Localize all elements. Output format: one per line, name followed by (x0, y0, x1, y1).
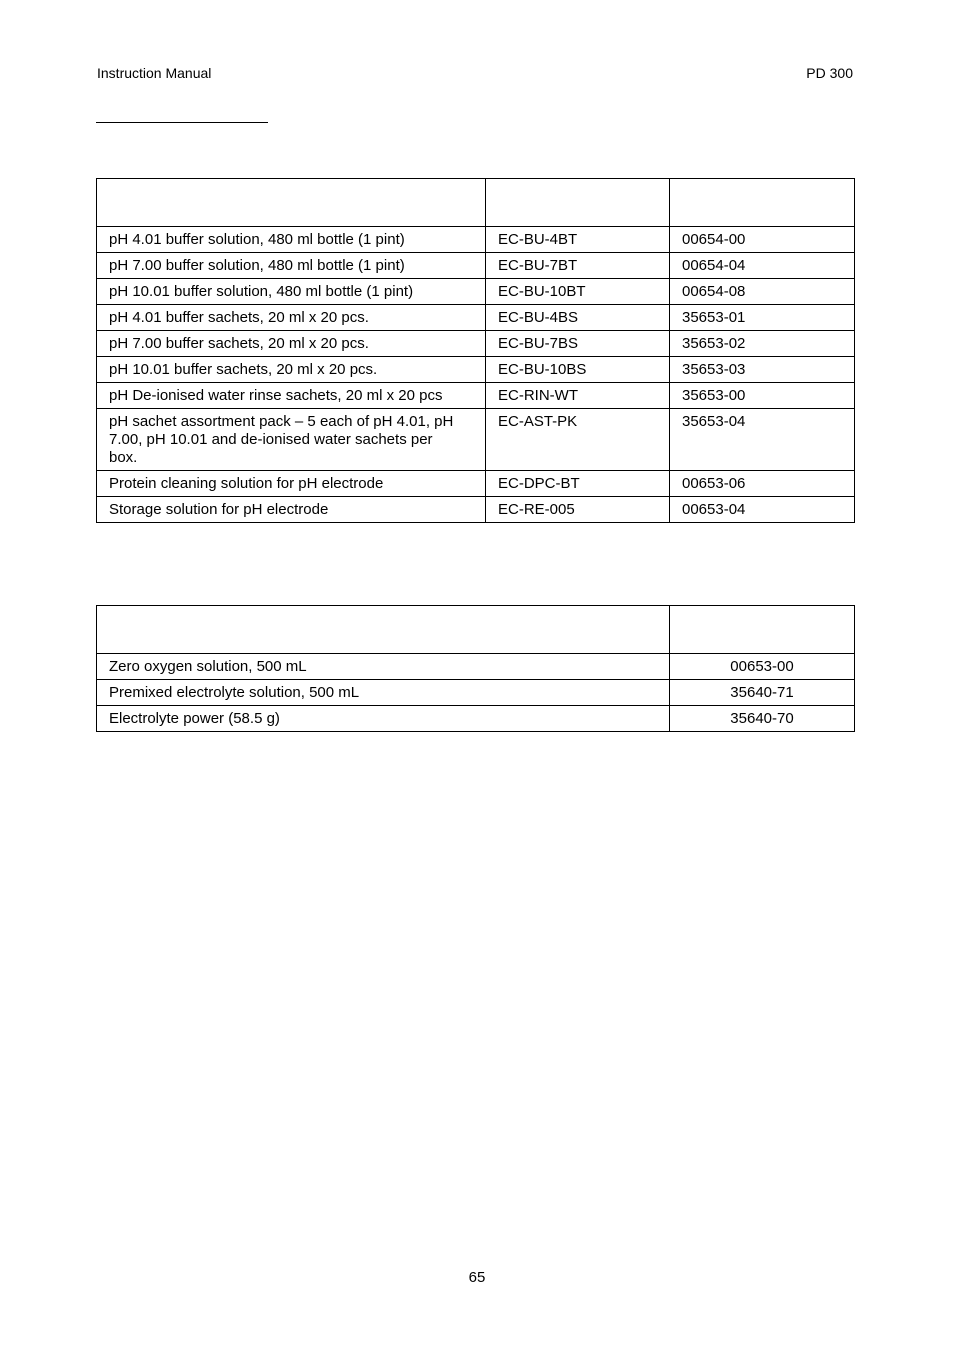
table-header-row (97, 606, 855, 654)
item-part-number: 35640-70 (670, 706, 855, 732)
table-header-row (97, 179, 855, 227)
table-row (97, 383, 855, 409)
table-row (97, 706, 855, 732)
item-description: Zero oxygen solution, 500 mL (97, 654, 670, 680)
section-heading-underline (96, 122, 268, 123)
item-model: EC-BU-4BS (486, 305, 670, 331)
item-description: Electrolyte power (58.5 g) (97, 706, 670, 732)
item-description: Storage solution for pH electrode (97, 497, 486, 523)
header-model-name: PD 300 (806, 65, 853, 81)
table-row (97, 253, 855, 279)
item-part-number: 00654-00 (670, 227, 855, 253)
table-row (97, 471, 855, 497)
item-part-number: 00653-00 (670, 654, 855, 680)
item-description: pH 10.01 buffer sachets, 20 ml x 20 pcs. (97, 357, 486, 383)
item-model: EC-BU-7BT (486, 253, 670, 279)
item-description: pH 10.01 buffer solution, 480 ml bottle (1 pint) (97, 279, 486, 305)
item-model: EC-BU-4BT (486, 227, 670, 253)
item-description: Protein cleaning solution for pH electrode (97, 471, 486, 497)
table-row (97, 227, 855, 253)
item-model: EC-BU-10BS (486, 357, 670, 383)
table-row (97, 357, 855, 383)
item-part-number: 35653-00 (670, 383, 855, 409)
page-number: 65 (468, 1269, 486, 1286)
item-model: EC-BU-10BT (486, 279, 670, 305)
header-manual-title: Instruction Manual (97, 65, 212, 81)
item-part-number: 00654-04 (670, 253, 855, 279)
item-model: EC-DPC-BT (486, 471, 670, 497)
item-description: pH 4.01 buffer sachets, 20 ml x 20 pcs. (97, 305, 486, 331)
item-description: pH 4.01 buffer solution, 480 ml bottle (1 pint) (97, 227, 486, 253)
table-row (97, 409, 855, 471)
table-row (97, 497, 855, 523)
buffer-solutions-table (96, 178, 855, 523)
item-model: EC-RE-005 (486, 497, 670, 523)
header-description (97, 179, 486, 227)
table-row (97, 654, 855, 680)
item-description: pH De-ionised water rinse sachets, 20 ml x 20 pcs (97, 383, 486, 409)
item-description: pH 7.00 buffer sachets, 20 ml x 20 pcs. (97, 331, 486, 357)
item-description: pH 7.00 buffer solution, 480 ml bottle (1 pint) (97, 253, 486, 279)
item-model: EC-RIN-WT (486, 383, 670, 409)
item-description: pH sachet assortment pack – 5 each of pH 4.01, pH 7.00, pH 10.01 and de-ionised water sachets per box. (97, 409, 486, 471)
header-description (97, 606, 670, 654)
item-part-number: 35653-02 (670, 331, 855, 357)
header-part-number (670, 179, 855, 227)
table-row (97, 279, 855, 305)
item-model: EC-BU-7BS (486, 331, 670, 357)
oxygen-solutions-table (96, 605, 855, 732)
item-part-number: 00654-08 (670, 279, 855, 305)
item-part-number: 35653-04 (670, 409, 855, 471)
item-part-number: 00653-06 (670, 471, 855, 497)
table-row (97, 331, 855, 357)
item-part-number: 35653-03 (670, 357, 855, 383)
header-part-number (670, 606, 855, 654)
item-part-number: 35653-01 (670, 305, 855, 331)
item-part-number: 00653-04 (670, 497, 855, 523)
item-description: Premixed electrolyte solution, 500 mL (97, 680, 670, 706)
item-part-number: 35640-71 (670, 680, 855, 706)
table-row (97, 305, 855, 331)
item-model: EC-AST-PK (486, 409, 670, 471)
table-row (97, 680, 855, 706)
header-model (486, 179, 670, 227)
